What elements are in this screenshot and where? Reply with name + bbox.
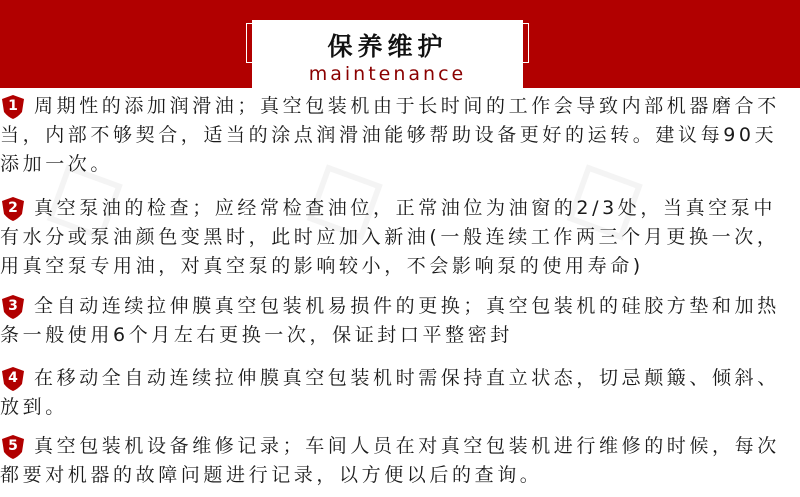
item-number: 1 xyxy=(8,98,18,114)
item-number: 3 xyxy=(8,298,18,314)
item-number: 5 xyxy=(8,438,18,454)
item-text: 真空泵油的检查；应经常检查油位，正常油位为油窗的2/3处，当真空泵中有水分或泵油颜色变黑时，此时应加入新油(一般连续工作两三个月更换一次，用真空泵专用油，对真空泵的影响较小，不会影响泵的使用寿命) xyxy=(0,197,780,277)
item-number: 4 xyxy=(8,370,18,386)
page-subtitle: maintenance xyxy=(308,63,467,85)
item-text: 周期性的添加润滑油；真空包装机由于长时间的工作会导致内部机器磨合不当，内部不够契合，适当的涂点润滑油能够帮助设备更好的运转。建议每90天添加一次。 xyxy=(0,95,780,175)
item-number: 2 xyxy=(8,200,18,216)
item-text: 在移动全自动连续拉伸膜真空包装机时需保持直立状态，切忌颠簸、倾斜、放到。 xyxy=(0,367,780,418)
item-text: 真空包装机设备维修记录；车间人员在对真空包装机进行维修的时候，每次都要对机器的故障问题进行记录，以方便以后的查询。 xyxy=(0,435,780,486)
item-text: 全自动连续拉伸膜真空包装机易损件的更换；真空包装机的硅胶方垫和加热条一般使用6个月左右更换一次，保证封口平整密封 xyxy=(0,295,780,346)
page-title: 保养维护 xyxy=(327,32,448,61)
